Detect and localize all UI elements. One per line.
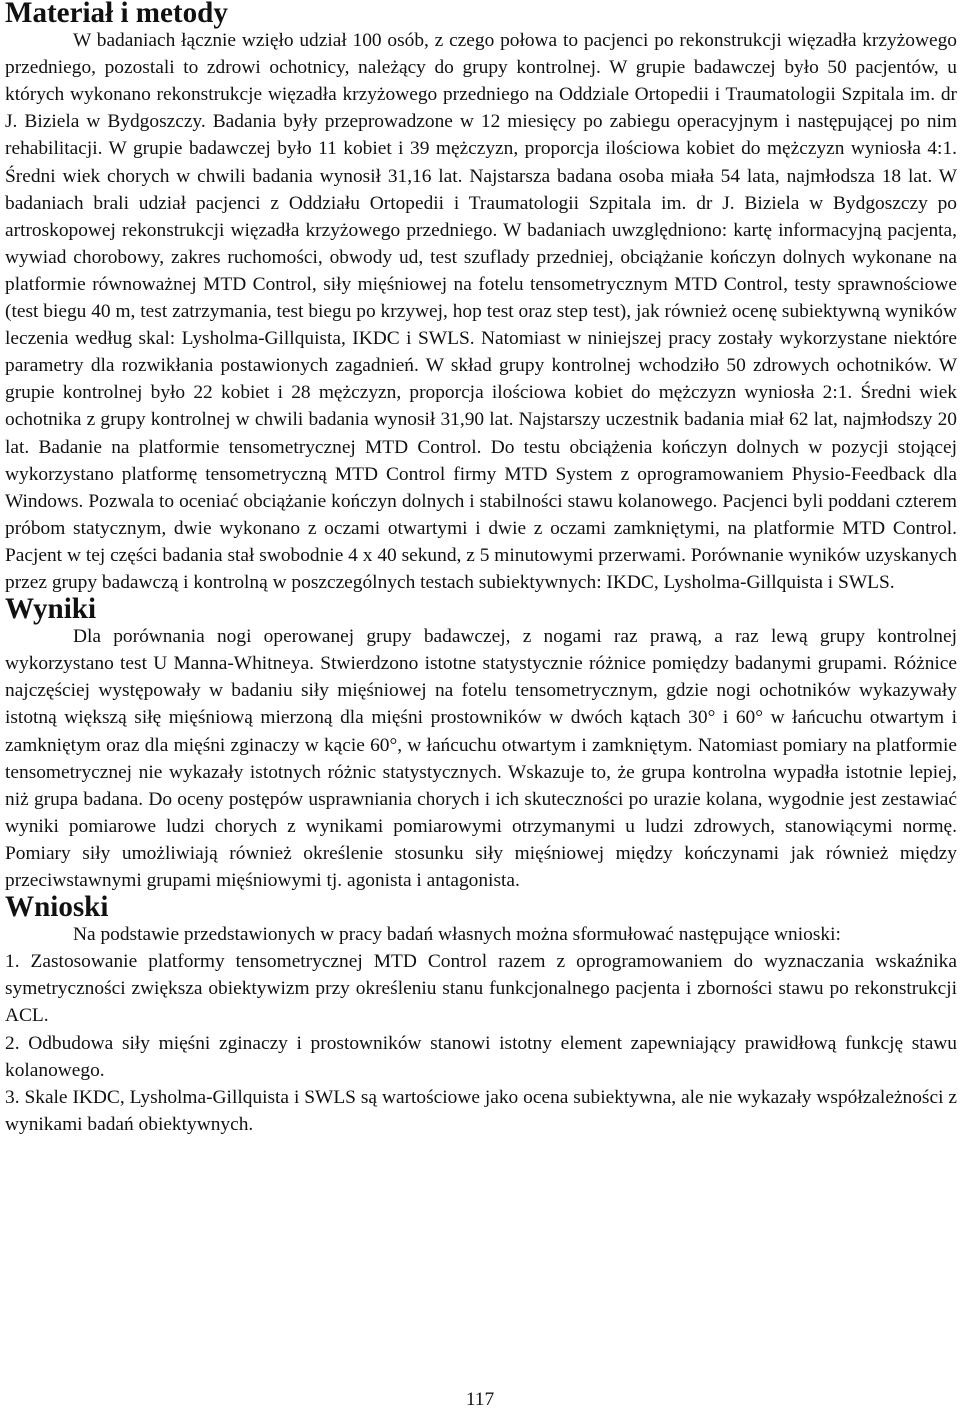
- conclusions-intro: Na podstawie przedstawionych w pracy badań własnych można sformułować następujące wnioski:: [73, 924, 841, 946]
- conclusion-item-1: 1. Zastosowanie platformy tensometrycznej MTD Control razem z oprogramowaniem do wyznaczania wskaźnika symetryczności zwiększa obiektywizm przy określeniu stanu funkcjonalnego pacjenta i zborności stawu po rekonstrukcji ACL.: [5, 951, 957, 1027]
- conclusion-item-2: 2. Odbudowa siły mięśni zginaczy i prostowników stanowi istotny element zapewniający prawidłową funkcję stawu kolanowego.: [5, 1032, 957, 1081]
- page-number: 117: [465, 1389, 495, 1410]
- section-heading-results: Wyniki: [5, 593, 97, 626]
- section-heading-materials: Materiał i metody: [5, 0, 228, 29]
- materials-paragraph: W badaniach łącznie wzięło udział 100 osób, z czego połowa to pacjenci po rekonstrukcji więzadła krzyżowego przedniego, pozostali to zdrowi ochotnicy, należący do grupy kontrolnej. W grupie badawczej było 50 pacjentów, u których wykonano rekonstrukcje więzadła krzyżowego przedniego na Oddziale Ortopedii i Traumatologii Szpitala im. dr J. Biziela w Bydgoszczy. Badania były przeprowadzone w 12 miesięcy po zabiegu operacyjnym i następującej po nim rehabilitacji. W grupie badawczej było 11 kobiet i 39 mężczyzn, proporcja ilościowa kobiet do mężczyzn wyniosła 4:1. Średni wiek chorych w chwili badania wynosił 31,16 lat. Najstarsza badana osoba miała 54 lata, najmłodsza 18 lat. W badaniach brali udział pacjenci z Oddziału Ortopedii i Traumatologii Szpitala im. dr J. Biziela w Bydgoszczy po artroskopowej rekonstrukcji więzadła krzyżowego przedniego. W badaniach uwzględniono: kartę informacyjną pacjenta, wywiad chorobowy, zakres ruchomości, obwody ud, test szuflady przedniej, obciążanie kończyn dolnych wykonane na platformie równoważnej MTD Control, siły mięśniowej na fotelu tensometrycznym MTD Control, testy sprawnościowe (test biegu 40 m, test zatrzymania, test biegu po krzywej, hop test oraz step test), jak również ocenę subiektywną wyników leczenia według skal: Lysholma-Gillquista, IKDC i SWLS. Natomiast w niniejszej pracy zostały wykorzystane niektóre parametry dla rozwikłania postawionych zagadnień. W skład grupy kontrolnej wchodziło 50 zdrowych ochotników. W grupie kontrolnej było 22 kobiet i 28 mężczyzn, proporcja ilościowa kobiet do mężczyzn wyniosła 2:1. Średni wiek ochotnika z grupy kontrolnej w chwili badania wynosił 31,90 lat. Najstarszy uczestnik badania miał 62 lat, najmłodszy 20 lat. Badanie na platformie tensometrycznej MTD Control. Do testu obciążenia kończyn dolnych w pozycji stojącej wykorzystano platformę tensometryczną MTD Control firmy MTD System z oprogramowaniem Physio-Feedback dla Windows. Pozwala to oceniać obciążanie kończyn dolnych i stabilności stawu kolanowego. Pacjenci byli poddani czterem próbom statycznym, dwie wykonano z oczami otwartymi i dwie z oczami zamkniętymi, na platformie MTD Control. Pacjent w tej części badania stał swobodnie 4 x 40 sekund, z 5 minutowymi przerwami. Porównanie wyników uzyskanych przez grupy badawczą i kontrolną w poszczególnych testach subiektywnych: IKDC, Lysholma-Gillquista i SWLS.: [5, 30, 957, 593]
- document-page: [5, 0, 957, 1138]
- conclusion-item-3: 3. Skale IKDC, Lysholma-Gillquista i SWLS są wartościowe jako ocena subiektywna, ale nie wykazały współzależności z wynikami badań obiektywnych.: [5, 1086, 957, 1135]
- results-paragraph: Dla porównania nogi operowanej grupy badawczej, z nogami raz prawą, a raz lewą grupy kontrolnej wykorzystano test U Manna-Whitneya. Stwierdzono istotne statystycznie różnice pomiędzy badanymi grupami. Różnice najczęściej występowały w badaniu siły mięśniowej na fotelu tensometrycznym, gdzie nogi ochotników wykazywały istotną większą siłę mięśniową mierzoną dla mięśni prostowników w dwóch kątach 30° i 60° w łańcuchu otwartym i zamkniętym oraz dla mięśni zginaczy w kącie 60°, w łańcuchu otwartym i zamkniętym. Natomiast pomiary na platformie tensometrycznej nie wykazały istotnych różnic statystycznych. Wskazuje to, że grupa kontrolna wypadła istotnie lepiej, niż grupa badana. Do oceny postępów usprawniania chorych i ich skuteczności po urazie kolana, wygodnie jest zestawiać wyniki pomiarowe ludzi chorych z wynikami pomiarowymi otrzymanymi u ludzi zdrowych, stanowiącymi normę. Pomiary siły umożliwiają również określenie stosunku siły mięśniowej między kończynami jak również między przeciwstawnymi grupami mięśniowymi tj. agonista i antagonista.: [5, 626, 957, 891]
- section-heading-conclusions: Wnioski: [5, 891, 109, 924]
